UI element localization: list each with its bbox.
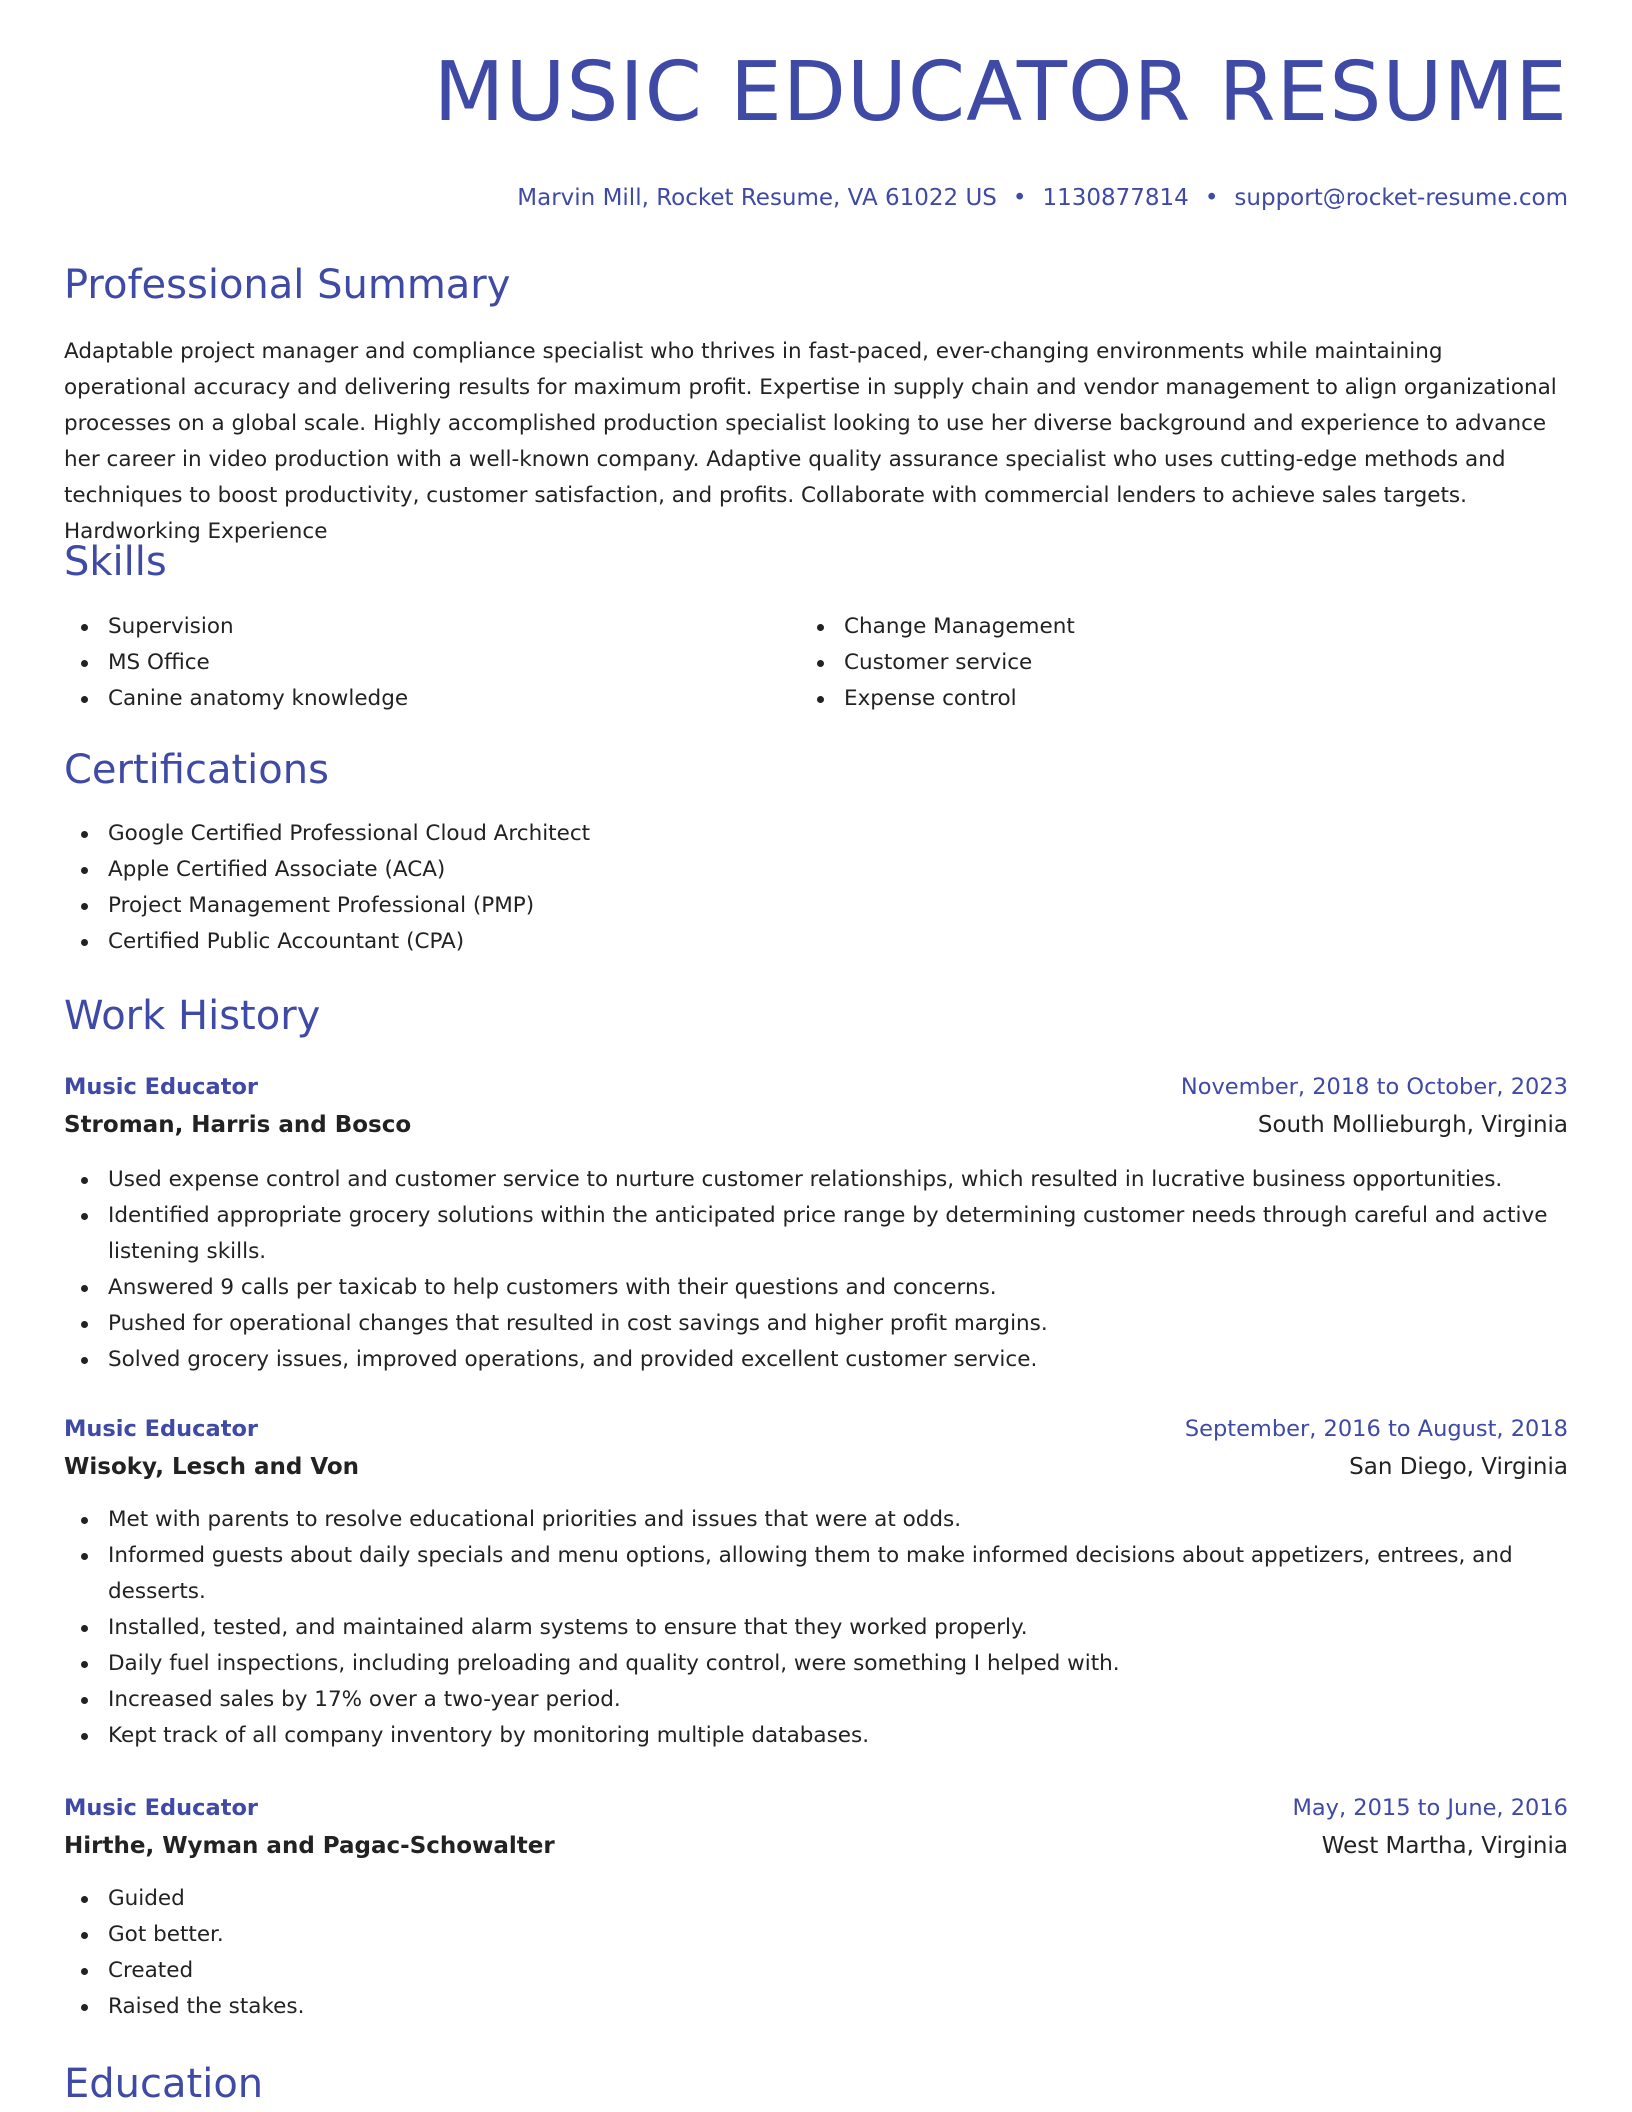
contact-info [517, 184, 1568, 212]
job-bullets [64, 1162, 1568, 1378]
certification-item: Google Certified Professional Cloud Architect [64, 816, 1568, 852]
job-bullet: Kept track of all company inventory by monitoring multiple databases. [64, 1718, 1568, 1754]
job-bullet: Used expense control and customer service to nurture customer relationships, which resulted in lucrative business opportunities. [64, 1162, 1568, 1198]
job-company: Stroman, Harris and Bosco [64, 1112, 412, 1138]
job-header [64, 1790, 1568, 1826]
job-bullet: Informed guests about daily specials and menu options, allowing them to make informed decisions about appetizers, entrees, and desserts. [64, 1538, 1568, 1610]
job-dates: November, 2018 to October, 2023 [1180, 1074, 1568, 1100]
work-history-heading: Work History [64, 993, 321, 1039]
contact-separator: • [1204, 185, 1219, 211]
skill-item: Customer service [800, 645, 1500, 681]
contact-address: Marvin Mill, Rocket Resume, VA 61022 US [517, 185, 997, 211]
job-bullet: Increased sales by 17% over a two-year period. [64, 1682, 1568, 1718]
job-dates: September, 2016 to August, 2018 [1184, 1416, 1568, 1442]
certification-item: Project Management Professional (PMP) [64, 888, 1568, 924]
skill-item: Expense control [800, 681, 1500, 717]
skill-item: Change Management [800, 609, 1500, 645]
job-bullet: Got better. [64, 1917, 1568, 1953]
certification-item: Certified Public Accountant (CPA) [64, 924, 1568, 960]
job-bullets [64, 1502, 1568, 1754]
job-title: Music Educator [64, 1416, 259, 1442]
job-header [64, 1411, 1568, 1447]
education-heading: Education [64, 2061, 264, 2107]
job-bullet: Answered 9 calls per taxicab to help customers with their questions and concerns. [64, 1270, 1568, 1306]
job-employer [64, 1828, 1568, 1864]
job-title: Music Educator [64, 1795, 259, 1821]
contact-email[interactable]: support@rocket-resume.com [1234, 185, 1568, 211]
skills-heading: Skills [64, 539, 167, 585]
certification-item: Apple Certified Associate (ACA) [64, 852, 1568, 888]
certifications-list [64, 816, 1568, 960]
job-bullet: Solved grocery issues, improved operations, and provided excellent customer service. [64, 1342, 1568, 1378]
job-company: Wisoky, Lesch and Von [64, 1454, 360, 1480]
job-title: Music Educator [64, 1074, 259, 1100]
skills-list-left [64, 609, 764, 717]
job-bullet: Guided [64, 1881, 1568, 1917]
job-bullet: Identified appropriate grocery solutions within the anticipated price range by determining customer needs through careful and active listening skills. [64, 1198, 1568, 1270]
job-bullet: Pushed for operational changes that resulted in cost savings and higher profit margins. [64, 1306, 1568, 1342]
job-header [64, 1069, 1568, 1105]
summary-text: Adaptable project manager and compliance specialist who thrives in fast-paced, ever-changing environments while maintaining operational accuracy and delivering results for maximum profit. Expertise in supply chain and vendor management to align organizational processes on a global scale. Highly accomplished production specialist looking to use her diverse background and experience to advance her career in video production with a well-known company. Adaptive quality assurance specialist who uses cutting-edge methods and techniques to boost productivity, customer satisfaction, and profits. Collaborate with commercial lenders to achieve sales targets. Hardworking Experience [64, 339, 1557, 544]
contact-separator: • [1012, 185, 1027, 211]
job-location: West Martha, Virginia [1321, 1833, 1568, 1859]
job-dates: May, 2015 to June, 2016 [1292, 1795, 1568, 1821]
skill-item: MS Office [64, 645, 764, 681]
job-bullet: Created [64, 1953, 1568, 1989]
job-bullet: Daily fuel inspections, including preloading and quality control, were something I helped with. [64, 1646, 1568, 1682]
job-employer [64, 1449, 1568, 1485]
job-bullet: Met with parents to resolve educational priorities and issues that were at odds. [64, 1502, 1568, 1538]
contact-phone: 1130877814 [1042, 185, 1189, 211]
job-location: South Mollieburgh, Virginia [1257, 1112, 1568, 1138]
job-company: Hirthe, Wyman and Pagac-Schowalter [64, 1833, 555, 1859]
certifications-heading: Certifications [64, 747, 329, 793]
job-location: San Diego, Virginia [1349, 1454, 1568, 1480]
job-employer [64, 1107, 1568, 1143]
skills-list-right [800, 609, 1500, 717]
skill-item: Canine anatomy knowledge [64, 681, 764, 717]
skill-item: Supervision [64, 609, 764, 645]
job-bullets [64, 1881, 1568, 2025]
summary-heading: Professional Summary [64, 262, 511, 308]
job-bullet: Installed, tested, and maintained alarm systems to ensure that they worked properly. [64, 1610, 1568, 1646]
job-bullet: Raised the stakes. [64, 1989, 1568, 2025]
page-title: MUSIC EDUCATOR RESUME [433, 45, 1568, 140]
